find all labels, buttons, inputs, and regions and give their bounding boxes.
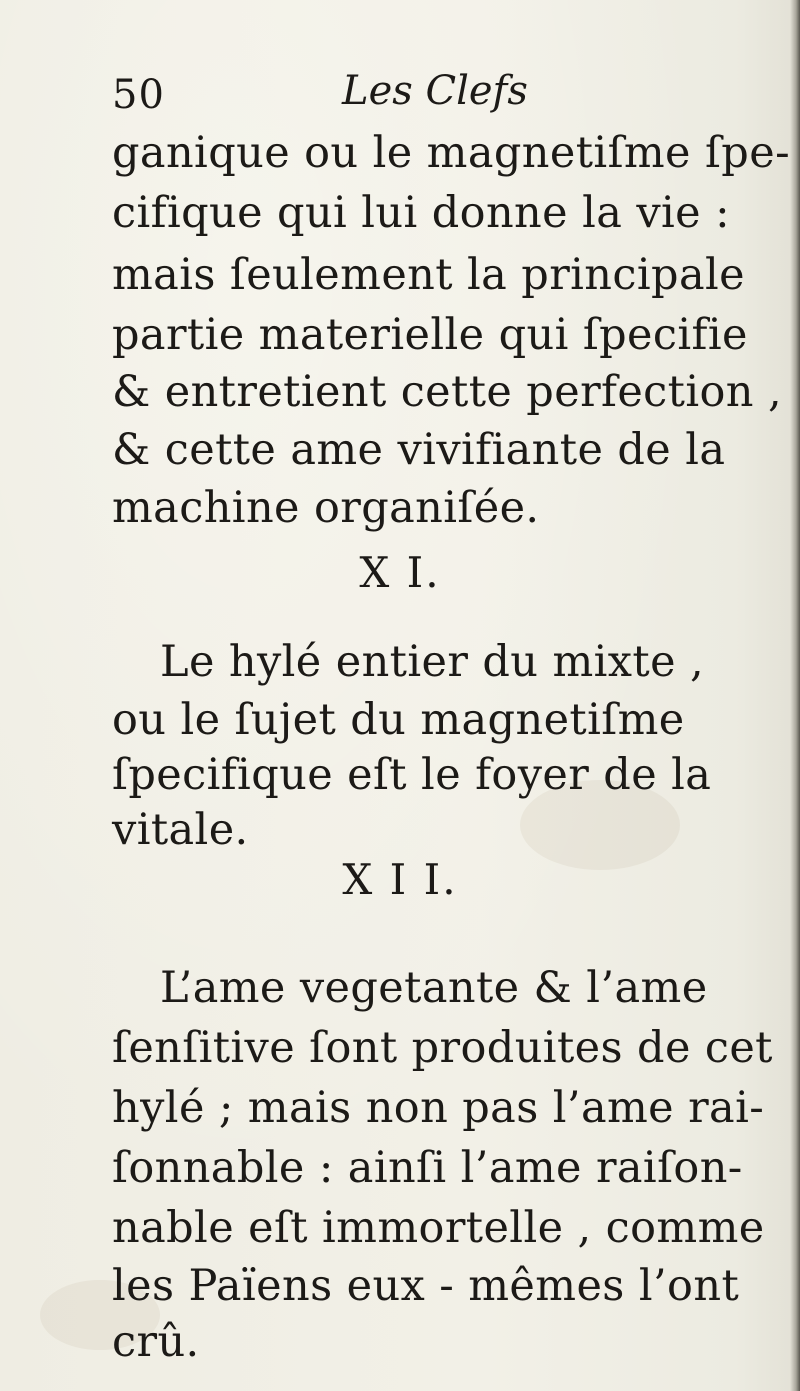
text-line: les Païens eux - mêmes l’ont bbox=[112, 1261, 740, 1311]
text-line: hylé ; mais non pas l’ame rai- bbox=[112, 1083, 765, 1133]
text-line: ſpecifique eſt le foyer de la bbox=[112, 750, 712, 800]
page-number: 50 bbox=[112, 72, 165, 118]
text-line: vitale. bbox=[112, 805, 249, 855]
page-edge-shadow bbox=[790, 0, 800, 1391]
text-line: Le hylé entier du mixte , bbox=[160, 637, 705, 687]
text-line: & cette ame vivifiante de la bbox=[112, 425, 726, 475]
text-line: machine organiſée. bbox=[112, 483, 540, 533]
text-line: partie materielle qui ſpecifie bbox=[112, 310, 748, 360]
text-line: nable eſt immortelle , comme bbox=[112, 1203, 765, 1253]
text-line: crû. bbox=[112, 1317, 200, 1367]
text-line: ſonnable : ainſi l’ame raiſon- bbox=[112, 1143, 743, 1193]
text-line: L’ame vegetante & l’ame bbox=[160, 963, 708, 1013]
section-heading: X I. bbox=[359, 548, 441, 597]
text-line: ou le ſujet du magnetiſme bbox=[112, 695, 685, 745]
section-heading: X I I. bbox=[342, 855, 458, 904]
text-line: mais ſeulement la principale bbox=[112, 250, 745, 300]
page-header bbox=[112, 62, 712, 122]
running-head: Les Clefs bbox=[342, 68, 528, 114]
text-line: ganique ou le magnetiſme ſpe- bbox=[112, 128, 790, 178]
text-line: & entretient cette perfection , bbox=[112, 367, 783, 417]
text-line: cifique qui lui donne la vie : bbox=[112, 188, 730, 238]
text-line: ſenſitive ſont produites de cet bbox=[112, 1023, 773, 1073]
